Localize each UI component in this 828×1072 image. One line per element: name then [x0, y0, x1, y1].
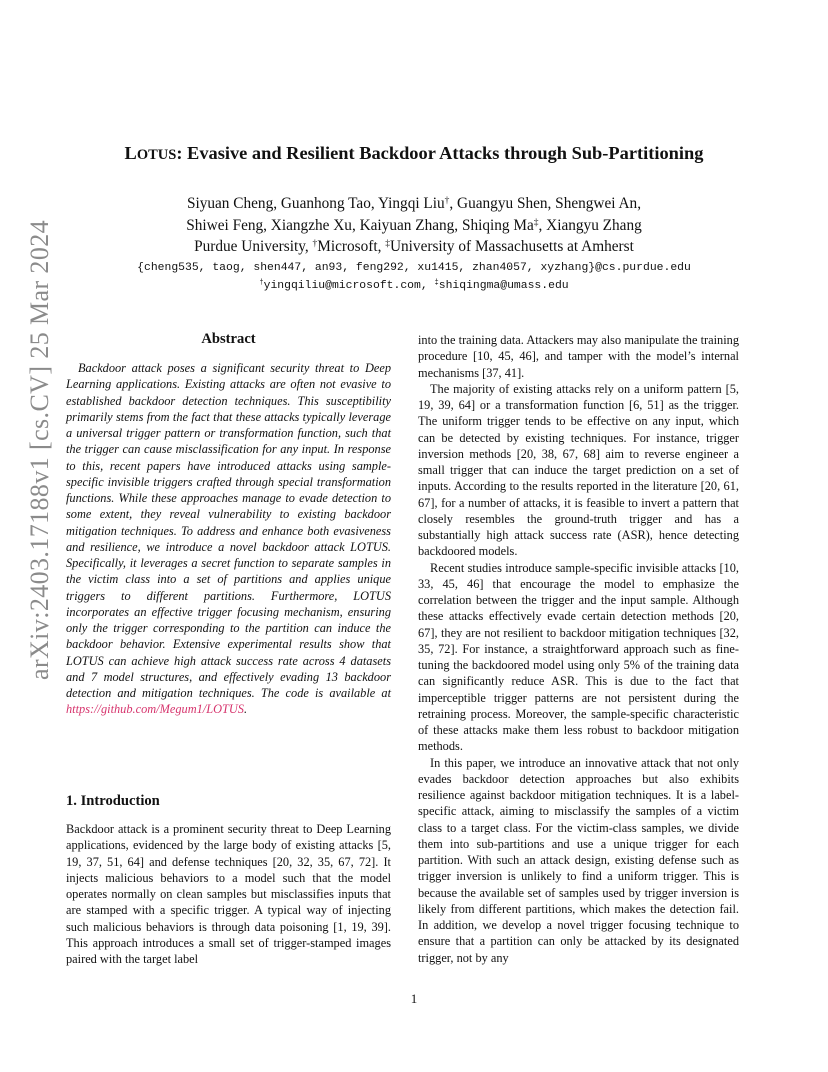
author-list [60, 193, 768, 236]
author-mark-ddagger: ‡ [533, 217, 539, 228]
introduction-paragraph-1: Backdoor attack is a prominent security threat to Deep Learning applications, evidenced by the large body of existing attacks [5, 19, 37, 51, 64] and defense techniques [20, 32, 35, 67, 72]. It injects malicious behaviors to a model such that the model operates normally on clean samples but misclassifies inputs that are stamped with a specific trigger. A typical way of injecting such malicious behaviors is through data poisoning [1, 19, 39]. This approach introduces a small set of trigger-stamped images paired with the target label [66, 822, 391, 966]
author-line-1-text: Siyuan Cheng, Guanhong Tao, Yingqi Liu [186, 195, 445, 212]
right-column [418, 332, 739, 966]
right-paragraph-2: Recent studies introduce sample-specific invisible attacks [10, 33, 45, 46] that encourage the model to emphasize the correlation between the trigger and the input sample. Although these attacks effectively evade certain detection methods [20, 67], they are not resilient to backdoor mitigation techniques [32, 35, 72]. For instance, a straightforward approach such as fine-tuning the backdoored model using only 5% of the training data can significantly reduce ASR. This is due to the fact that imperceptible trigger patterns are not persistent during the retraining process. Moreover, the sample-specific characteristic of these attacks make them less robust to backdoor mitigation methods. [418, 560, 739, 754]
title-lead-letter: L [124, 143, 137, 163]
email-line-2 [60, 277, 768, 295]
affiliation-mark-ddagger: ‡ [385, 238, 390, 249]
author-line-1-rest: , Guangyu Shen, Shengwei An, [449, 195, 642, 212]
author-line-1 [60, 193, 768, 215]
introduction-section [66, 821, 391, 967]
email-line-1: {cheng535, taog, shen447, an93, feng292, xu1415, zhan4057, xyzhang}@cs.purdue.edu [137, 262, 691, 274]
email-umass: shiqingma@umass.edu [438, 280, 569, 292]
page-number: 1 [410, 991, 418, 1006]
abstract-section [66, 329, 391, 718]
code-repository-link[interactable]: https://github.com/Megum1/LOTUS [66, 702, 244, 717]
author-line-2-text: Shiwei Feng, Xiangzhe Xu, Kaiyuan Zhang, Shiqing Ma [186, 216, 534, 234]
author-line-2 [60, 215, 768, 237]
email-microsoft: yingqiliu@microsoft.com, [263, 280, 435, 292]
right-paragraph-3: In this paper, we introduce an innovative attack that not only evades backdoor detection approaches but also exhibits resilience against backdoor mitigation techniques. It is a label-specific attack, aiming to misclassify the samples of a victim class to a target class. For the victim-class samples, we divide them into sub-partitions and use a unique trigger for each partition. With such an attack design, existing defense such as trigger inversion is unlikely to find a uniform trigger. This is because the available set of samples used by trigger inversion is likely from different partitions, which makes the detection fail. In addition, we develop a novel trigger focusing technique to ensure that a partition can only be attacked by its designated trigger, not by any [418, 755, 739, 965]
author-emails [60, 259, 768, 295]
right-paragraph-1: The majority of existing attacks rely on a uniform pattern [5, 19, 39, 64] or a transformation function [6, 51] as the trigger. The uniform trigger tends to be effective on any input, which can be detected by existing techniques. For instance, trigger inversion methods [20, 38, 67, 68] aim to reverse engineer a small trigger that can induce the target prediction on a set of inputs. According to the results reported in the literature [20, 61, 67], for a number of attacks, it is feasible to invert a pattern that closely resembles the ground-truth trigger and has a substantially high attack success rate (ASR), hence detecting backdoored models. [418, 381, 739, 559]
introduction-heading: 1. Introduction [66, 793, 160, 809]
affiliation-mark-dagger: † [312, 238, 318, 249]
title-rest: : Evasive and Resilient Backdoor Attacks through Sub-Partitioning [176, 143, 704, 163]
author-line-2-rest: , Xiangyu Zhang [538, 216, 642, 234]
paper-title [60, 141, 768, 167]
affiliation-microsoft: Microsoft, [317, 238, 386, 255]
abstract-body [66, 360, 391, 718]
abstract-text: Backdoor attack poses a significant security threat to Deep Learning applications. Existing attacks are often not evasive to established backdoor detection techniques. This susceptibility primarily stems from the fact that these attacks typically leverage a universal trigger pattern or transformation function, such that the trigger can cause misclassification for any input. In response to this, recent papers have introduced attacks using sample-specific invisible triggers crafted through special transformation functions. While these approaches manage to evade detection to some extent, they reveal vulnerability to existing backdoor mitigation techniques. To address and enhance both evasiveness and resilience, we introduce a novel backdoor attack LOTUS. Specifically, it leverages a secret function to separate samples in the victim class into a set of partitions and applies unique triggers to different partitions. Furthermore, LOTUS incorporates an effective trigger focusing mechanism, ensuring only the trigger corresponding to the partition can induce the backdoor behavior. Extensive experimental results show that LOTUS can achieve high attack success rate across 4 datasets and 7 model structures, and effectively evading 13 backdoor detection and mitigation techniques. The code is available at [66, 361, 391, 700]
right-paragraph-0: into the training data. Attackers may also manipulate the training procedure [10, 45, 46], and tamper with the model’s internal mechanisms [37, 41]. [418, 333, 739, 380]
affiliations [60, 236, 768, 257]
affiliation-umass: University of Massachusetts at Amherst [389, 238, 634, 255]
affiliation-purdue: Purdue University, [194, 238, 313, 255]
email-mark-ddagger: ‡ [434, 279, 439, 288]
author-mark-dagger: † [444, 195, 450, 206]
arxiv-stamp-text: arXiv:2403.17188v1 [cs.CV] 25 Mar 2024 [25, 219, 54, 680]
abstract-end: . [243, 702, 248, 717]
title-small-caps: OTUS [136, 147, 177, 163]
title-lotus [125, 143, 177, 163]
abstract-heading: Abstract [201, 331, 256, 347]
email-mark-dagger: † [259, 279, 264, 288]
